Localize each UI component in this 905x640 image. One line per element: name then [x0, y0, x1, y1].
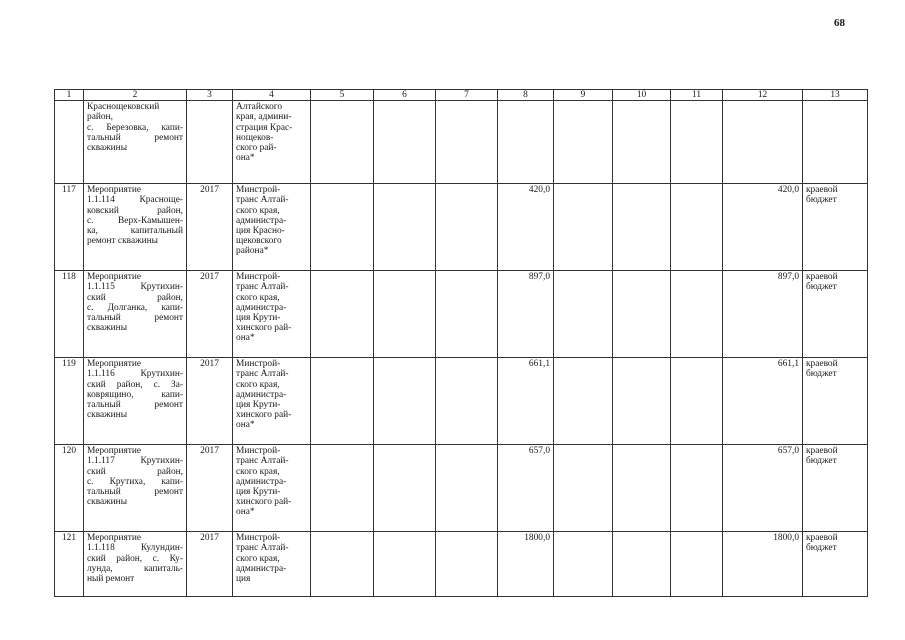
column-header-4: 4: [233, 90, 311, 101]
funding-source-cell: [803, 532, 868, 597]
empty-cell-col-7: [436, 445, 498, 532]
empty-cell-col-7: [436, 101, 498, 184]
empty-cell-col-5: [311, 184, 374, 271]
empty-cell-col-5: [311, 101, 374, 184]
column-header-8: 8: [498, 90, 554, 101]
cell-line: ский район,: [87, 292, 183, 303]
cell-line: Мероприятие: [87, 185, 142, 196]
table-row: [55, 532, 868, 597]
cell-line: транс Алтай-: [236, 456, 289, 467]
empty-cell-col-10: [613, 101, 671, 184]
cell-line: 1.1.114 Краснощe-: [87, 195, 183, 206]
row-number-cell: 119: [55, 358, 84, 445]
year-cell: [187, 101, 233, 184]
cell-line: бюджет: [806, 456, 837, 467]
activity-name-cell: [84, 101, 187, 184]
cell-line: администра-: [236, 563, 287, 574]
cell-line: ремонт скважины: [87, 236, 158, 247]
cell-line: ция: [236, 574, 251, 585]
row-number-cell: 121: [55, 532, 84, 597]
amount-col-12-cell: 897,0: [723, 271, 803, 358]
amount-col-12-cell: 661,1: [723, 358, 803, 445]
cell-line: Краснощековский: [87, 102, 160, 113]
cell-line: коврящино, капи-: [87, 389, 183, 400]
program-activities-table: [54, 89, 868, 597]
empty-cell-col-10: [613, 184, 671, 271]
cell-line: тальный ремонт: [87, 313, 183, 324]
empty-cell-col-11: [671, 184, 723, 271]
empty-cell-col-7: [436, 271, 498, 358]
cell-line: с. Крутиха, капи-: [87, 476, 183, 487]
executor-cell: [233, 271, 311, 358]
cell-line: ский район,: [87, 466, 183, 477]
cell-line: она*: [236, 333, 255, 344]
cell-line: хинского рай-: [236, 410, 292, 421]
cell-line: Минстрой-: [236, 185, 281, 196]
executor-cell: [233, 358, 311, 445]
empty-cell-col-6: [374, 532, 436, 597]
amount-col-8-cell: 897,0: [498, 271, 554, 358]
column-header-3: 3: [187, 90, 233, 101]
cell-line: щековского: [236, 236, 282, 247]
empty-cell-col-5: [311, 271, 374, 358]
empty-cell-col-9: [554, 358, 613, 445]
executor-cell: [233, 532, 311, 597]
cell-line: ковский район,: [87, 205, 183, 216]
cell-line: администра-: [236, 476, 287, 487]
empty-cell-col-11: [671, 445, 723, 532]
amount-col-12-cell: 657,0: [723, 445, 803, 532]
column-number-row: [55, 90, 868, 101]
table-row: [55, 101, 868, 184]
cell-line: ского края,: [236, 553, 280, 564]
column-header-9: 9: [554, 90, 613, 101]
empty-cell-col-9: [554, 271, 613, 358]
empty-cell-col-7: [436, 358, 498, 445]
cell-line: ского края,: [236, 379, 280, 390]
empty-cell-col-10: [613, 445, 671, 532]
activity-name-cell: [84, 532, 187, 597]
empty-cell-col-5: [311, 445, 374, 532]
cell-line: с. Березовка, капи-: [87, 122, 183, 133]
row-number-cell: 117: [55, 184, 84, 271]
cell-line: краевой: [806, 359, 838, 370]
empty-cell-col-6: [374, 358, 436, 445]
executor-cell: [233, 184, 311, 271]
table-row: [55, 358, 868, 445]
cell-line: ция Крути-: [236, 400, 281, 411]
cell-line: Мероприятие: [87, 272, 142, 283]
column-header-7: 7: [436, 90, 498, 101]
cell-line: края, админи-: [236, 112, 292, 123]
table-body: [55, 101, 868, 597]
table-row: [55, 271, 868, 358]
cell-line: она*: [236, 507, 255, 518]
cell-line: транс Алтай-: [236, 195, 289, 206]
cell-line: 1.1.116 Крутихин-: [87, 369, 183, 380]
empty-cell-col-11: [671, 271, 723, 358]
year-cell: 2017: [187, 358, 233, 445]
cell-line: краевой: [806, 185, 838, 196]
cell-line: страция Крас-: [236, 122, 293, 133]
cell-line: скважины: [87, 410, 127, 421]
empty-cell-col-9: [554, 445, 613, 532]
empty-cell-col-7: [436, 532, 498, 597]
cell-line: хинского рай-: [236, 497, 292, 508]
empty-cell-col-11: [671, 532, 723, 597]
cell-line: скважины: [87, 143, 127, 154]
cell-line: ского края,: [236, 205, 280, 216]
year-cell: 2017: [187, 271, 233, 358]
cell-line: с. Верх-Камышен-: [87, 215, 183, 226]
cell-line: тальный ремонт: [87, 487, 183, 498]
column-header-12: 12: [723, 90, 803, 101]
cell-line: Мероприятие: [87, 359, 142, 370]
year-cell: 2017: [187, 184, 233, 271]
cell-line: бюджет: [806, 195, 837, 206]
cell-line: ский район, с. Ку-: [87, 553, 183, 564]
cell-line: хинского рай-: [236, 323, 292, 334]
cell-line: ского края,: [236, 466, 280, 477]
cell-line: она*: [236, 153, 255, 164]
empty-cell-col-10: [613, 271, 671, 358]
empty-cell-col-6: [374, 101, 436, 184]
cell-line: район,: [87, 112, 113, 123]
cell-line: ский район, с. За-: [87, 379, 183, 390]
empty-cell-col-5: [311, 358, 374, 445]
amount-col-8-cell: [498, 101, 554, 184]
activity-name-cell: [84, 184, 187, 271]
empty-cell-col-6: [374, 184, 436, 271]
cell-line: администра-: [236, 215, 287, 226]
cell-line: администра-: [236, 302, 287, 313]
empty-cell-col-11: [671, 358, 723, 445]
cell-line: нощеков-: [236, 132, 274, 143]
amount-col-8-cell: 420,0: [498, 184, 554, 271]
row-number-cell: 118: [55, 271, 84, 358]
executor-cell: [233, 101, 311, 184]
funding-source-cell: [803, 445, 868, 532]
cell-line: Минстрой-: [236, 272, 281, 283]
row-number-cell: [55, 101, 84, 184]
table-row: [55, 184, 868, 271]
amount-col-12-cell: [723, 101, 803, 184]
cell-line: ского рай-: [236, 143, 277, 154]
amount-col-12-cell: 420,0: [723, 184, 803, 271]
empty-cell-col-6: [374, 271, 436, 358]
cell-line: ского края,: [236, 292, 280, 303]
cell-line: Мероприятие: [87, 533, 142, 544]
column-header-10: 10: [613, 90, 671, 101]
funding-source-cell: [803, 184, 868, 271]
funding-source-cell: [803, 271, 868, 358]
amount-col-8-cell: 1800,0: [498, 532, 554, 597]
cell-line: транс Алтай-: [236, 282, 289, 293]
year-cell: 2017: [187, 532, 233, 597]
cell-line: лунда, капиталь-: [87, 563, 183, 574]
cell-line: Алтайского: [236, 102, 283, 113]
cell-line: 1.1.118 Кулундин-: [87, 543, 183, 554]
empty-cell-col-6: [374, 445, 436, 532]
amount-col-8-cell: 657,0: [498, 445, 554, 532]
empty-cell-col-11: [671, 101, 723, 184]
activity-name-cell: [84, 271, 187, 358]
empty-cell-col-5: [311, 532, 374, 597]
empty-cell-col-9: [554, 532, 613, 597]
amount-col-8-cell: 661,1: [498, 358, 554, 445]
cell-line: она*: [236, 420, 255, 431]
column-header-2: 2: [84, 90, 187, 101]
cell-line: Минстрой-: [236, 446, 281, 457]
page-number: 68: [834, 17, 845, 29]
cell-line: тальный ремонт: [87, 400, 183, 411]
column-header-11: 11: [671, 90, 723, 101]
column-header-6: 6: [374, 90, 436, 101]
cell-line: ный ремонт: [87, 574, 135, 585]
empty-cell-col-10: [613, 358, 671, 445]
activity-name-cell: [84, 358, 187, 445]
cell-line: 1.1.117 Крутихин-: [87, 456, 183, 467]
cell-line: тальный ремонт: [87, 132, 183, 143]
executor-cell: [233, 445, 311, 532]
funding-source-cell: [803, 101, 868, 184]
activity-name-cell: [84, 445, 187, 532]
row-number-cell: 120: [55, 445, 84, 532]
cell-line: ция Красно-: [236, 226, 285, 237]
cell-line: ция Крути-: [236, 487, 281, 498]
empty-cell-col-7: [436, 184, 498, 271]
cell-line: района*: [236, 246, 269, 257]
empty-cell-col-9: [554, 101, 613, 184]
cell-line: бюджет: [806, 543, 837, 554]
cell-line: с. Долганка, капи-: [87, 302, 183, 313]
cell-line: администра-: [236, 389, 287, 400]
cell-line: ция Крути-: [236, 313, 281, 324]
column-header-5: 5: [311, 90, 374, 101]
amount-col-12-cell: 1800,0: [723, 532, 803, 597]
table-row: [55, 445, 868, 532]
cell-line: бюджет: [806, 282, 837, 293]
cell-line: транс Алтай-: [236, 543, 289, 554]
cell-line: краевой: [806, 533, 838, 544]
cell-line: Минстрой-: [236, 533, 281, 544]
cell-line: скважины: [87, 497, 127, 508]
cell-line: 1.1.115 Крутихин-: [87, 282, 183, 293]
cell-line: краевой: [806, 446, 838, 457]
cell-line: ка, капитальный: [87, 226, 183, 237]
column-header-13: 13: [803, 90, 868, 101]
empty-cell-col-9: [554, 184, 613, 271]
cell-line: Мероприятие: [87, 446, 142, 457]
cell-line: транс Алтай-: [236, 369, 289, 380]
funding-source-cell: [803, 358, 868, 445]
empty-cell-col-10: [613, 532, 671, 597]
cell-line: скважины: [87, 323, 127, 334]
year-cell: 2017: [187, 445, 233, 532]
cell-line: Минстрой-: [236, 359, 281, 370]
cell-line: краевой: [806, 272, 838, 283]
cell-line: бюджет: [806, 369, 837, 380]
column-header-1: 1: [55, 90, 84, 101]
